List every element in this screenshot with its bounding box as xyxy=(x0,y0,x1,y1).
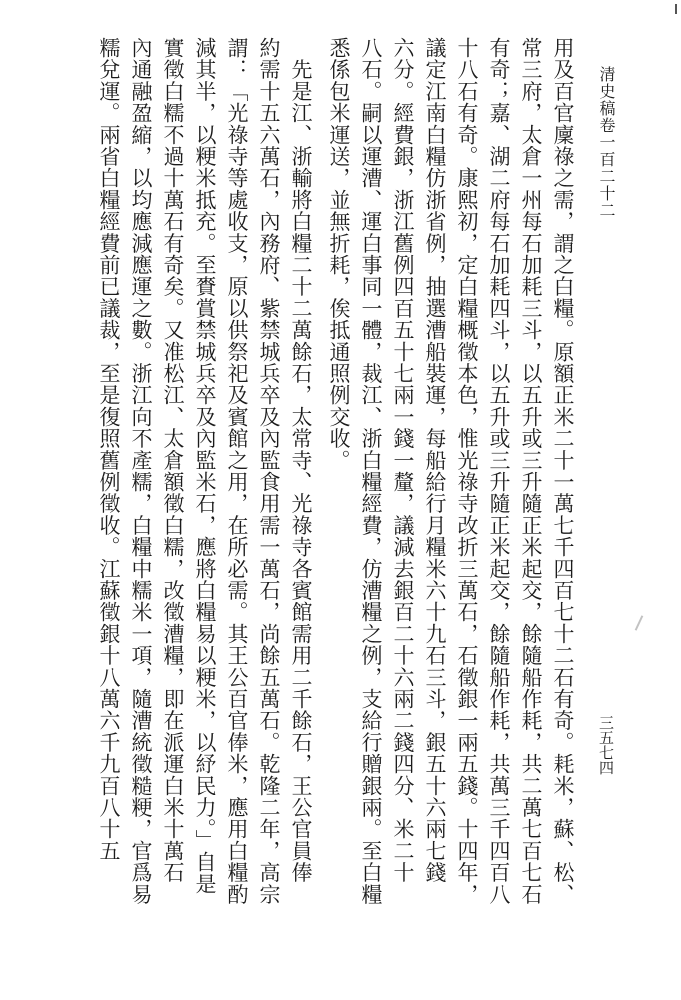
body-text-line: 糯兌運。兩省白糧經費前已議裁，至是復照舊例徵收。江蘇徵銀十八萬六千九百八十五 xyxy=(97,37,121,862)
body-text-line: 約需十五六萬石，內務府、紫禁城兵卒及內監食用需一萬石，尚餘五萬石。乾隆二年，高宗 xyxy=(257,37,281,905)
body-text-line: 常三府，太倉一州每石加耗三斗，以五升或三升隨正米起交，餘隨船作耗，共二萬七百七石 xyxy=(519,37,543,905)
body-text-line: 十八石有奇。康熙初，定白糧概徵本色，惟光祿寺改折三萬石，石徵銀一兩五錢。十四年， xyxy=(455,37,479,905)
body-text-line: 六分。經費銀，浙江舊例四百五十七兩一錢一釐，議減去銀百二十六兩二錢四分、米二十 xyxy=(391,37,415,884)
body-text-line: 謂：「光祿寺等處收支，原以供祭祀及賓館之用，在所必需。其王公百官俸米，應用白糧酌 xyxy=(225,37,249,905)
scan-smudge xyxy=(635,615,644,630)
page-number: 三五七四 xyxy=(597,715,615,775)
body-text-line: 悉係包米運送，並無折耗，俟抵通照例交收。 xyxy=(327,37,351,471)
body-text-line: 議定江南白糧仿浙省例，抽選漕船裝運，每船給行月糧米六十九石三斗，銀五十六兩七錢 xyxy=(423,37,447,884)
body-text-line: 實徵白糯不過十萬石有奇矣。又准松江、太倉額徵白糯，改徵漕糧，即在派運白米十萬石 xyxy=(161,37,185,884)
body-text-line: 有奇；嘉、湖二府每石加耗四斗，以五升或三升隨正米起交，餘隨船作耗，共萬三千四百八 xyxy=(487,37,511,905)
corner-mark xyxy=(675,4,677,14)
body-text-line: 內通融盈縮，以均應減應運之數。浙江向不產糯，白糧中糯米一項，隨漕統徵糙粳，官爲易 xyxy=(129,37,153,905)
body-text-line: 用及百官廩祿之需，謂之白糧。原額正米二十一萬七千四百七十二石有奇。耗米，蘇、松、 xyxy=(551,37,575,905)
body-text-line: 八石。嗣以運漕、運白事同一體，裁江、浙白糧經費，仿漕糧之例，支給行贈銀兩。至白糧 xyxy=(359,37,383,905)
body-text-line: 減其半，以粳米抵充。至賚賞禁城兵卒及內監米石，應將白糧易以粳米，以紓民力。」自是 xyxy=(193,37,217,895)
body-text-line: 先是江、浙輸將白糧二十二萬餘石，太常寺、光祿寺各賓館需用二千餘石，王公官員俸 xyxy=(289,37,313,884)
running-header-title: 清史稿卷一百二十二 xyxy=(597,66,616,219)
